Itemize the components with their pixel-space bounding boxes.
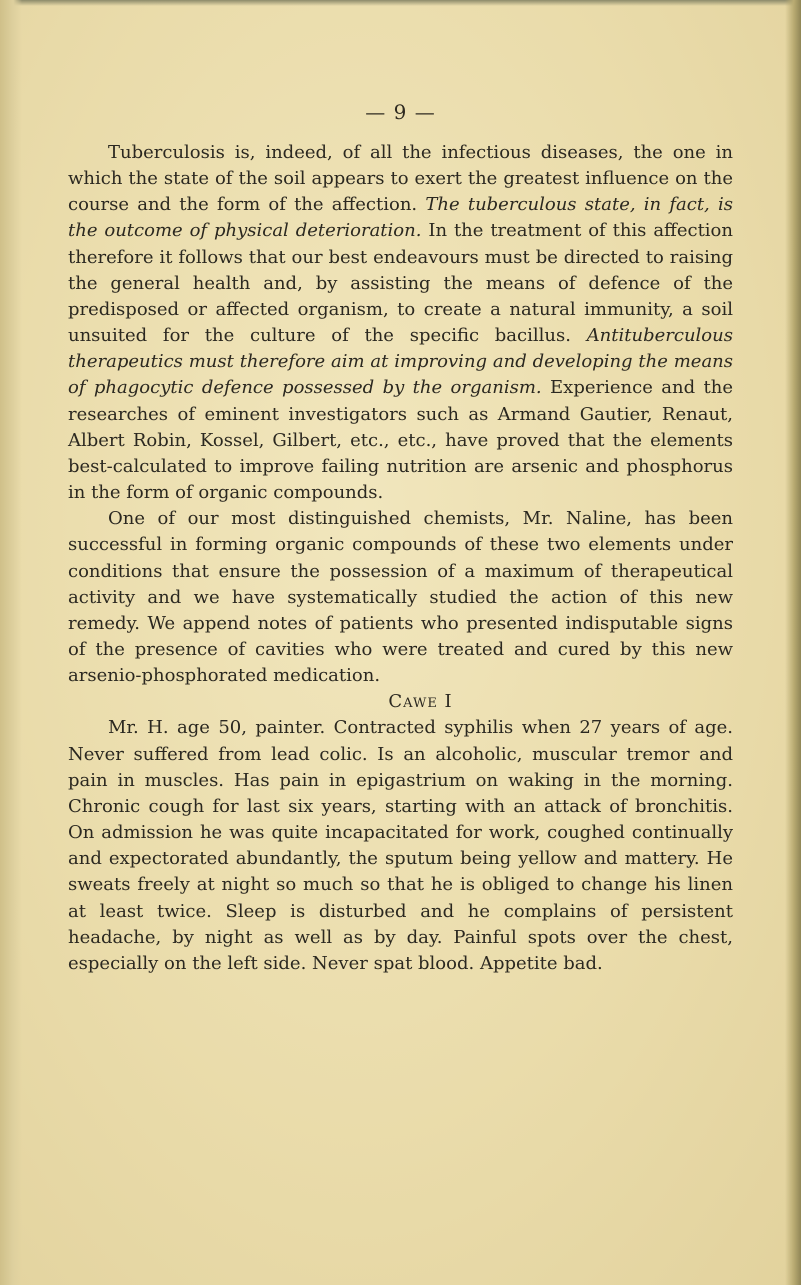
paragraph-tuberculosis: [68, 140, 733, 506]
page-left-shadow: [0, 0, 22, 1285]
case-heading: Cawe I: [388, 691, 453, 713]
sentence: Experience and the researches of eminent investigators such as Armand Gautier, Renaut, Albert Robin, Kossel, Gilbert, etc., etc., have proved that the elements best-calculated to improve failing nutrition are arsenic and phosphorus in the form of organic compounds.: [68, 377, 733, 504]
page-binding-shadow: [785, 0, 801, 1285]
sentence: In the treatment of this affection therefore it follows that our best endeavours must be directed to raising the general health and, by assisting the means of defence of the predisposed or affected organism, to create a natural immunity, a soil unsuited for the culture of the specific bacillus.: [68, 220, 733, 347]
italic-sentence: Antituberculous therapeutics must therefore aim at improving and developing the means of phagocytic defence possessed by the organism.: [68, 325, 733, 399]
sentence: Tuberculosis is, indeed, of all the infectious diseases, the one in which the state of the soil appears to exert the greatest influence on the course and the form of the affection.: [68, 142, 733, 216]
page-number: — 9 —: [365, 100, 436, 124]
paragraph-case-one: Mr. H. age 50, painter. Contracted syphilis when 27 years of age. Never suffered from lead colic. Is an alcoholic, muscular tremor and pain in muscles. Has pain in epigastrium on waking in the morning. Chronic cough for last six years, starting with an attack of bronchitis. On admission he was quite incapacitated for work, coughed continually and expectorated abundantly, the sputum being yellow and mattery. He sweats freely at night so much so that he is obliged to change his linen at least twice. Sleep is disturbed and he complains of persistent headache, by night as well as by day. Painful spots over the chest, especially on the left side. Never spat blood. Appetite bad.: [68, 717, 733, 974]
page-top-shadow: [0, 0, 801, 6]
italic-sentence: The tuberculous state, in fact, is the outcome of physical deterioration.: [68, 194, 733, 242]
paragraph-naline: One of our most distinguished chemists, Mr. Naline, has been successful in forming organic compounds of these two elements under conditions that ensure the possession of a maximum of therapeutical activity and we have systematically studied the action of this new remedy. We append notes of patients who presented indisputable signs of the presence of cavities who were treated and cured by this new arsenio-phosphorated medication.: [68, 508, 733, 687]
body-text: [68, 140, 733, 977]
